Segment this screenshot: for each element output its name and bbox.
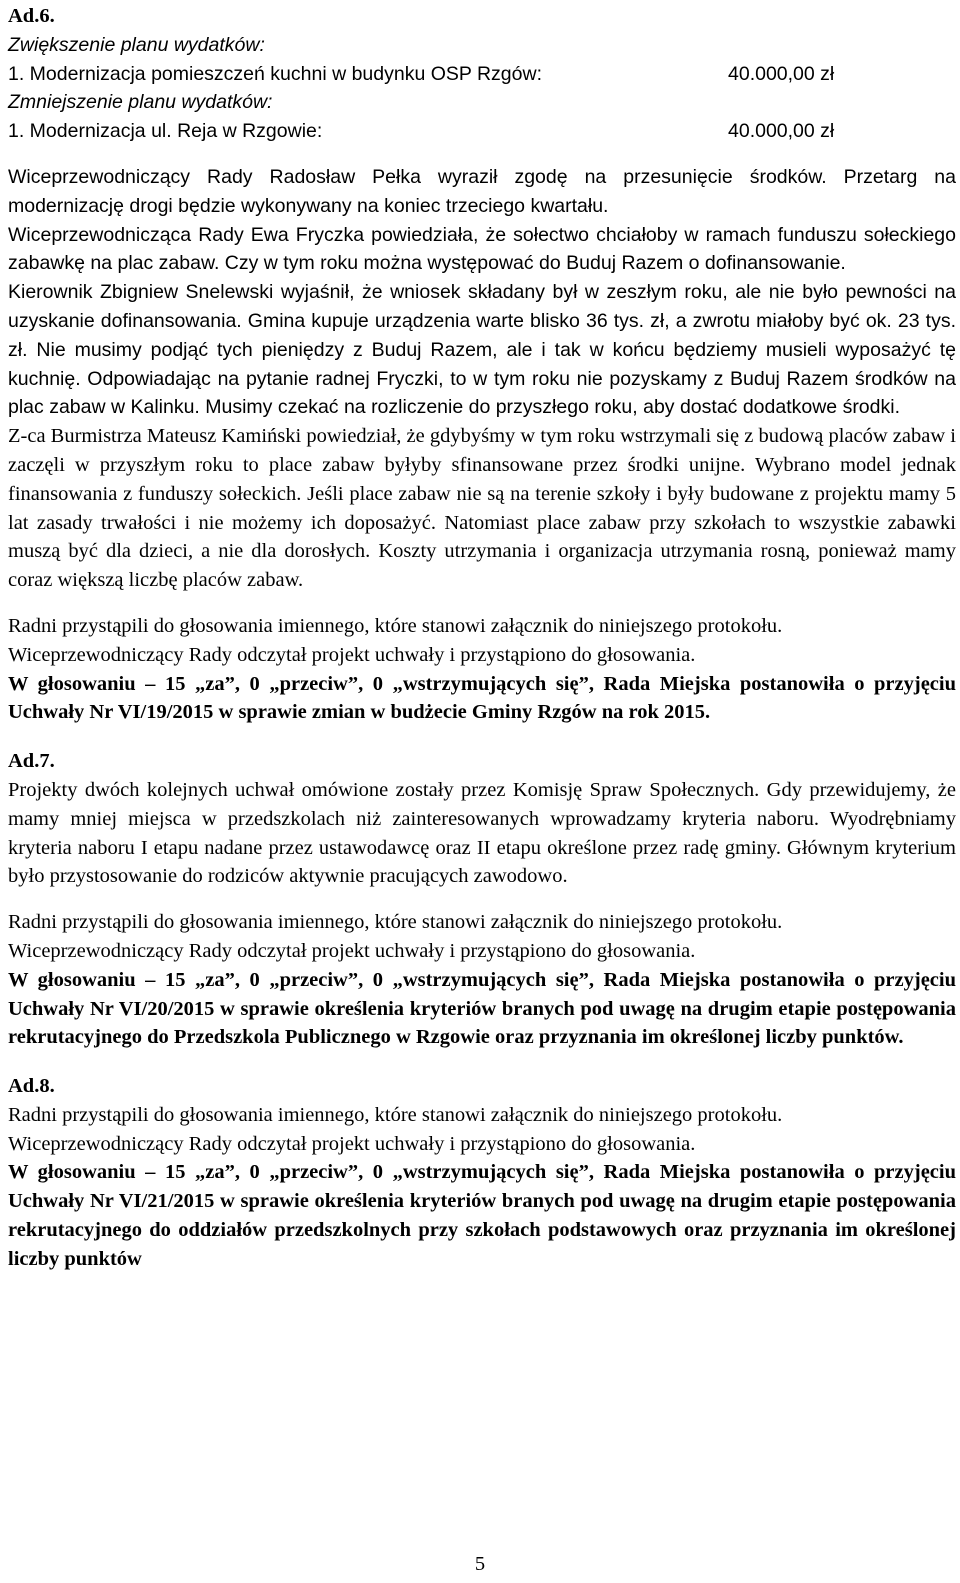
ad6-heading: Ad.6. <box>8 5 55 27</box>
ad7-vote-result: W głosowaniu – 15 „za”, 0 „przeciw”, 0 „wstrzymujących się”, Rada Miejska postanowiła o przyjęciu Uchwały Nr VI/20/2015 w sprawie określenia kryteriów branych pod uwagę na drugim etapie postępowania rekrutacyjnego do Przedszkola Publicznego w Rzgowie oraz przyznania im określonej liczby punktów. <box>8 968 956 1049</box>
document-page <box>8 2 956 1274</box>
increase-item: 1. Modernizacja pomieszczeń kuchni w budynku OSP Rzgów: <box>8 62 542 85</box>
ad6-vote-result: W głosowaniu – 15 „za”, 0 „przeciw”, 0 „wstrzymujących się”, Rada Miejska postanowiła o przyjęciu Uchwały Nr VI/19/2015 w sprawie zmian w budżecie Gminy Rzgów na rok 2015. <box>8 672 956 724</box>
increase-label: Zwiększenie planu wydatków: <box>8 33 265 56</box>
decrease-row <box>8 117 956 146</box>
increase-row <box>8 60 956 89</box>
ad6-paragraph-kaminski: Z-ca Burmistrza Mateusz Kamiński powiedział, że gdybyśmy w tym roku wstrzymali się z budową placów zabaw i zaczęli w przyszłym roku to place zabaw byłyby sfinansowane przez środki unijne. Wybrano model jednak finansowania z funduszy sołeckich. Jeśli place zabaw nie są na terenie szkoły i były budowane z projektu mamy 5 lat zasady trwałości i nie możemy ich doposażyć. Natomiast place zabaw przy szkołach to wszystkie zabawki muszą być dla dzieci, a nie dla dorosłych. Koszty utrzymania i organizacja utrzymania rosną, ponieważ mamy coraz większą liczbę placów zabaw. <box>8 425 956 592</box>
decrease-amount: 40.000,00 zł <box>728 120 835 143</box>
increase-amount: 40.000,00 zł <box>728 62 835 85</box>
decrease-item: 1. Modernizacja ul. Reja w Rzgowie: <box>8 120 323 143</box>
ad8-heading: Ad.8. <box>8 1075 55 1098</box>
page-number: 5 <box>474 1553 486 1575</box>
ad6-vote-intro: Radni przystąpili do głosowania imiennego, które stanowi załącznik do niniejszego protokołu. <box>8 614 783 637</box>
decrease-label: Zmniejszenie planu wydatków: <box>8 91 273 114</box>
ad7-heading: Ad.7. <box>8 750 55 773</box>
ad7-vote-read: Wiceprzewodniczący Rady odczytał projekt uchwały i przystąpiono do głosowania. <box>8 939 696 962</box>
ad8-vote-result: W głosowaniu – 15 „za”, 0 „przeciw”, 0 „wstrzymujących się”, Rada Miejska postanowiła o przyjęciu Uchwały Nr VI/21/2015 w sprawie określenia kryteriów branych pod uwagę na drugim etapie postępowania rekrutacyjnego do oddziałów przedszkolnych przy szkołach podstawowych oraz przyznania im określonej liczby punktów <box>8 1161 956 1270</box>
ad8-vote-intro: Radni przystąpili do głosowania imiennego, które stanowi załącznik do niniejszego protokołu. <box>8 1103 783 1126</box>
ad8-vote-read: Wiceprzewodniczący Rady odczytał projekt uchwały i przystąpiono do głosowania. <box>8 1132 696 1155</box>
ad6-paragraph-pelka: Wiceprzewodniczący Rady Radosław Pełka wyraził zgodę na przesunięcie środków. Przetarg na modernizację drogi będzie wykonywany na koniec trzeciego kwartału. <box>8 165 956 217</box>
ad7-vote-intro: Radni przystąpili do głosowania imiennego, które stanowi załącznik do niniejszego protokołu. <box>8 911 783 934</box>
ad6-paragraph-fryczka: Wiceprzewodnicząca Rady Ewa Fryczka powiedziała, że sołectwo chciałoby w ramach funduszu sołeckiego zabawkę na plac zabaw. Czy w tym roku można występować do Buduj Razem o dofinansowanie. <box>8 223 956 275</box>
ad6-vote-read: Wiceprzewodniczący Rady odczytał projekt uchwały i przystąpiono do głosowania. <box>8 643 696 666</box>
ad7-paragraph: Projekty dwóch kolejnych uchwał omówione zostały przez Komisję Spraw Społecznych. Gdy przewidujemy, że mamy mniej miejsca w przedszkolach niż zainteresowanych wprowadzamy kryteria naboru. Wyodrębniamy kryteria naboru I etapu nadane przez ustawodawcę oraz II etapu określone przez radę gminy. Głównym kryterium było przystosowanie do rodziców aktywnie pracujących zawodowo. <box>8 778 956 888</box>
ad6-paragraph-snelewski: Kierownik Zbigniew Snelewski wyjaśnił, że wniosek składany był w zeszłym roku, ale nie było pewności na uzyskanie dofinansowania. Gmina kupuje urządzenia warte blisko 36 tys. zł, a zwrotu miałoby być ok. 23 tys. zł. Nie musimy podjąć tych pieniędzy z Buduj Razem, ale i tak w końcu będziemy musieli wyposażyć tę kuchnię. Odpowiadając na pytanie radnej Fryczki, to w tym roku nie pozyskamy z Buduj Razem środków na plac zabaw w Kalinku. Musimy czekać na rozliczenie do przyszłego roku, aby dostać dodatkowe środki. <box>8 281 956 419</box>
